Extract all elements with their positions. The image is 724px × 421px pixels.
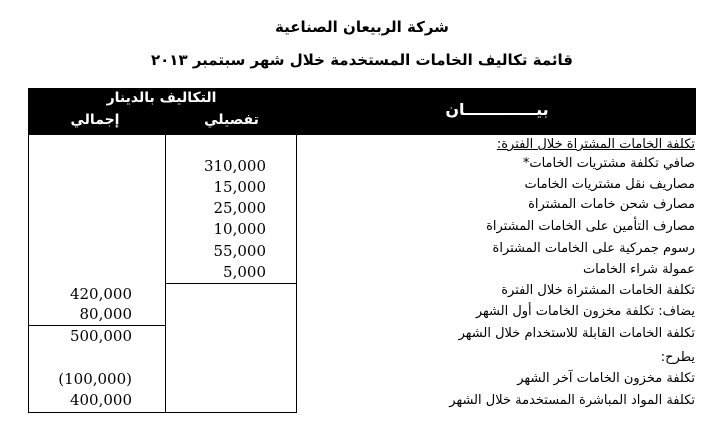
total-value: 420,000 [69,285,132,303]
table-header [28,88,696,135]
statement-row: يضاف: تكلفة مخزون الخامات أول الشهر [475,304,695,319]
costs-in-dinar-header: التكاليف بالدينار [106,90,217,106]
statement-row: رسوم جمركية على الخامات المشتراة [492,241,695,256]
statement-column-header: بيـــــــــــــان [445,100,549,119]
detailed-value: 55,000 [213,242,266,260]
statement-row: تكلفة الخامات المشتراة خلال الفترة: [496,137,695,152]
statement-row: تكلفة المواد المباشرة المستخدمة خلال الشهر [449,393,695,408]
statement-row: مصارف شحن خامات المشتراة [528,197,695,212]
statement-row: مصاريف نقل مشتريات الخامات [524,177,695,192]
statement-title: قائمة تكاليف الخامات المستخدمة خلال شهر سبتمبر ٢٠١٣ [150,51,574,69]
detailed-subtotal-line [165,283,297,284]
company-name: شركة الربيعان الصناعية [275,18,449,36]
detailed-value: 10,000 [213,220,266,238]
detailed-value: 15,000 [213,178,266,196]
detailed-column-header: تفصيلي [204,112,259,128]
statement-row: تكلفة الخامات المشتراة خلال الفترة [501,283,695,298]
total-value: (100,000) [58,370,132,388]
statement-row: صافي تكلفة مشتريات الخامات* [522,156,695,171]
table-bottom-border [28,412,297,413]
total-value: 400,000 [69,391,132,409]
detailed-value: 310,000 [203,157,266,175]
detailed-value: 25,000 [213,199,266,217]
statement-row: تكلفة الخامات القابلة للاستخدام خلال الشهر [458,326,695,341]
column-divider-detailed-statement [296,135,297,413]
total-subtotal-line [28,325,166,326]
statement-row: تكلفة مخزون الخامات آخر الشهر [517,371,695,386]
detailed-value: 5,000 [223,263,266,281]
total-value: 80,000 [79,305,132,323]
total-column-header: إجمالي [70,112,120,128]
statement-row: يطرح: [660,350,695,365]
total-value: 500,000 [69,327,132,345]
statement-row: عمولة شراء الخامات [582,262,695,277]
statement-row: مصارف التأمين على الخامات المشتراة [486,219,695,234]
